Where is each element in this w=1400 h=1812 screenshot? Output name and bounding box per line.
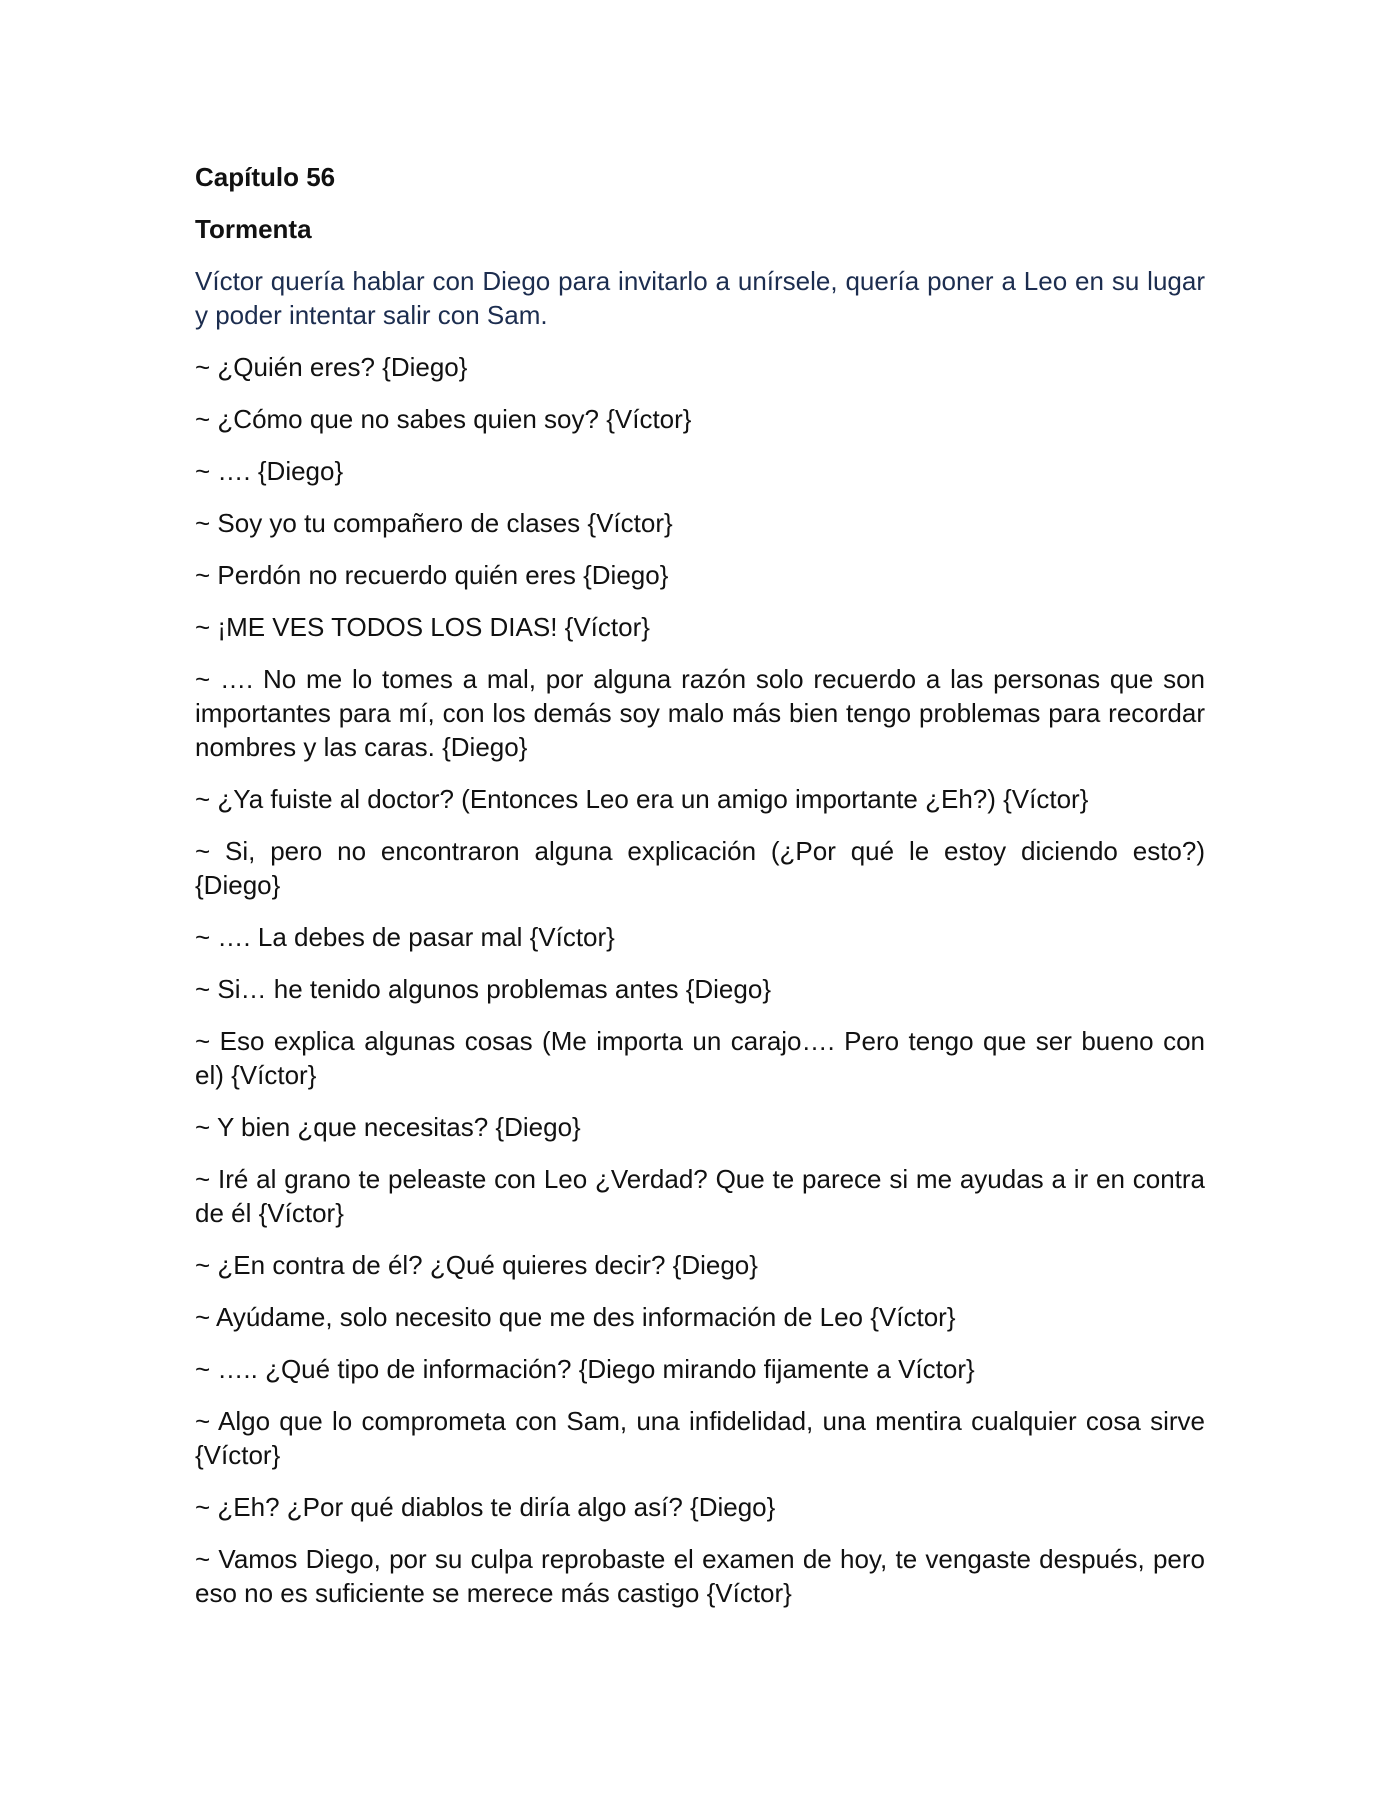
document-page: [195, 160, 1205, 1628]
dialogue-line: ~ …. No me lo tomes a mal, por alguna razón solo recuerdo a las personas que son importantes para mí, con los demás soy malo más bien tengo problemas para recordar nombres y las caras. {Diego}: [195, 664, 1205, 762]
dialogue-line: ~ Soy yo tu compañero de clases {Víctor}: [195, 508, 673, 538]
dialogue-line: ~ Si, pero no encontraron alguna explicación (¿Por qué le estoy diciendo esto?) {Diego}: [195, 836, 1205, 900]
dialogue-line: ~ …. {Diego}: [195, 456, 344, 486]
dialogue-line: ~ Vamos Diego, por su culpa reprobaste el examen de hoy, te vengaste después, pero eso no es suficiente se merece más castigo {Víctor}: [195, 1544, 1205, 1608]
dialogue-line: ~ ¡ME VES TODOS LOS DIAS! {Víctor}: [195, 612, 650, 642]
chapter-title: Capítulo 56: [195, 162, 336, 192]
dialogue-line: ~ ¿Cómo que no sabes quien soy? {Víctor}: [195, 404, 692, 434]
dialogue-line: ~ Eso explica algunas cosas (Me importa un carajo…. Pero tengo que ser bueno con el) {Víctor}: [195, 1026, 1205, 1090]
dialogue-line: ~ Iré al grano te peleaste con Leo ¿Verdad? Que te parece si me ayudas a ir en contra de él {Víctor}: [195, 1164, 1205, 1228]
dialogue-line: ~ ¿Quién eres? {Diego}: [195, 352, 468, 382]
dialogue-line: ~ Si… he tenido algunos problemas antes {Diego}: [195, 974, 771, 1004]
dialogue-line: ~ ¿En contra de él? ¿Qué quieres decir? {Diego}: [195, 1250, 758, 1280]
dialogue-line: ~ ¿Eh? ¿Por qué diablos te diría algo así? {Diego}: [195, 1492, 776, 1522]
dialogue-line: ~ ….. ¿Qué tipo de información? {Diego mirando fijamente a Víctor}: [195, 1354, 975, 1384]
dialogue-line: ~ Algo que lo comprometa con Sam, una infidelidad, una mentira cualquier cosa sirve {Víctor}: [195, 1406, 1205, 1470]
section-title: Tormenta: [195, 214, 312, 244]
narration-paragraph: Víctor quería hablar con Diego para invitarlo a unírsele, quería poner a Leo en su lugar y poder intentar salir con Sam.: [195, 266, 1205, 330]
dialogue-line: ~ ¿Ya fuiste al doctor? (Entonces Leo era un amigo importante ¿Eh?) {Víctor}: [195, 784, 1089, 814]
dialogue-line: ~ Perdón no recuerdo quién eres {Diego}: [195, 560, 669, 590]
dialogue-line: ~ …. La debes de pasar mal {Víctor}: [195, 922, 615, 952]
dialogue-line: ~ Y bien ¿que necesitas? {Diego}: [195, 1112, 581, 1142]
dialogue-line: ~ Ayúdame, solo necesito que me des información de Leo {Víctor}: [195, 1302, 956, 1332]
